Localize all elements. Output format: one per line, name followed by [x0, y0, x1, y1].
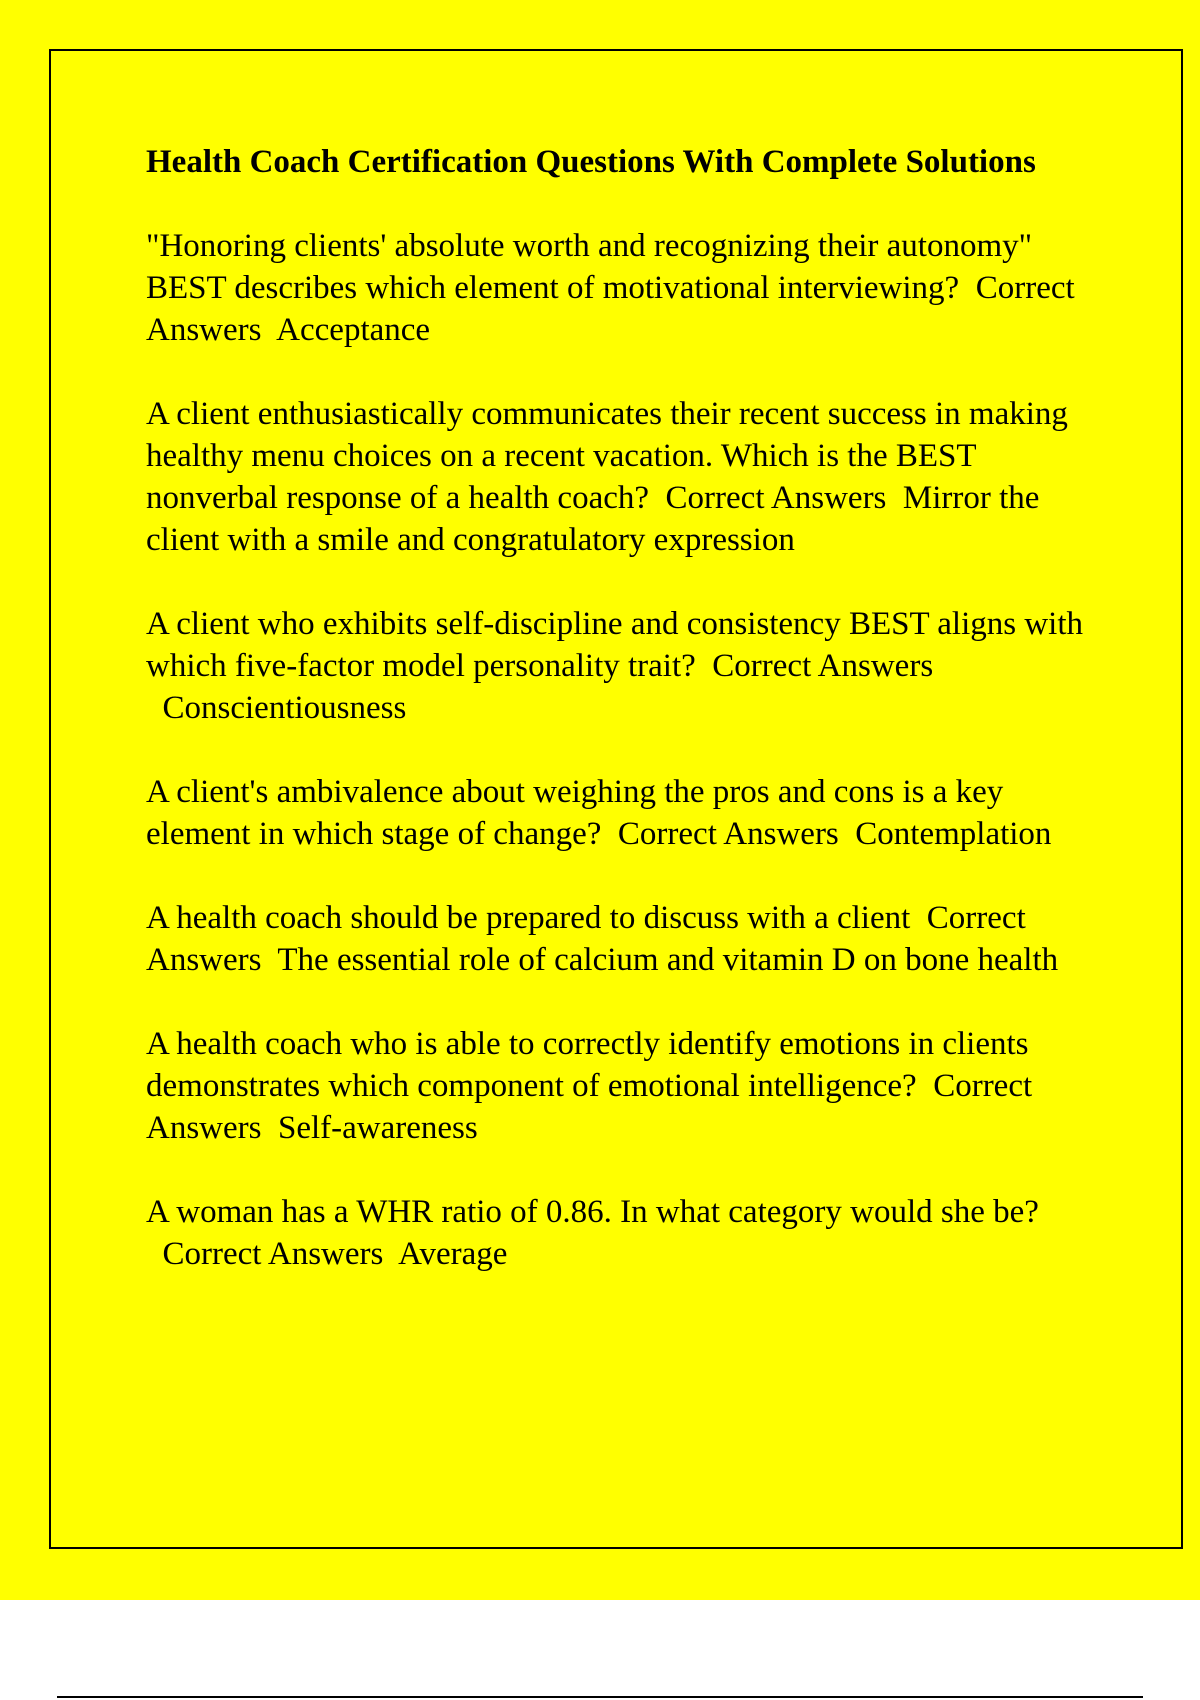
footer-rule	[57, 1696, 1143, 1698]
question-text: A client enthusiastically communicates their recent success in making healthy menu choices on a recent vacation. Which is the BEST nonverbal response of a health coach?	[146, 396, 1068, 516]
answer-text: Average	[398, 1236, 508, 1272]
answer-text: Acceptance	[276, 312, 431, 348]
qa-list	[146, 225, 1086, 1275]
answer-label: Correct Answers	[665, 480, 887, 516]
answer-text: The essential role of calcium and vitamin D on bone health	[277, 942, 1059, 978]
question-text: A health coach who is able to correctly identify emotions in clients demonstrates which component of emotional intelligence?	[146, 1026, 1029, 1104]
answer-text: Conscientiousness	[162, 690, 407, 726]
answer-text: Self-awareness	[277, 1110, 478, 1146]
answer-text: Contemplation	[855, 816, 1052, 852]
qa-item	[146, 1191, 1086, 1275]
qa-item	[146, 225, 1086, 351]
answer-label: Correct Answers	[146, 270, 1075, 348]
question-text: A client's ambivalence about weighing the pros and cons is a key element in which stage of change?	[146, 774, 1004, 852]
qa-item	[146, 393, 1086, 561]
document-body	[146, 141, 1086, 1317]
answer-label: Correct Answers	[162, 1236, 384, 1272]
question-text: A woman has a WHR ratio of 0.86. In what category would she be?	[146, 1194, 1039, 1230]
qa-item	[146, 897, 1086, 981]
answer-label: Correct Answers	[617, 816, 839, 852]
qa-item	[146, 771, 1086, 855]
question-text: A client who exhibits self-discipline and consistency BEST aligns with which five-factor model personality trait?	[146, 606, 1084, 684]
question-text: "Honoring clients' absolute worth and recognizing their autonomy" BEST describes which element of motivational interviewing?	[146, 228, 1033, 306]
answer-label: Correct Answers	[146, 1068, 1033, 1146]
question-text: A health coach should be prepared to discuss with a client	[146, 900, 911, 936]
answer-text: Mirror the client with a smile and congratulatory expression	[146, 480, 1040, 558]
qa-item	[146, 603, 1086, 729]
document-title: Health Coach Certification Questions With Complete Solutions	[146, 144, 1036, 180]
qa-item	[146, 1023, 1086, 1149]
answer-label: Correct Answers	[712, 648, 934, 684]
answer-label: Correct Answers	[146, 900, 1026, 978]
